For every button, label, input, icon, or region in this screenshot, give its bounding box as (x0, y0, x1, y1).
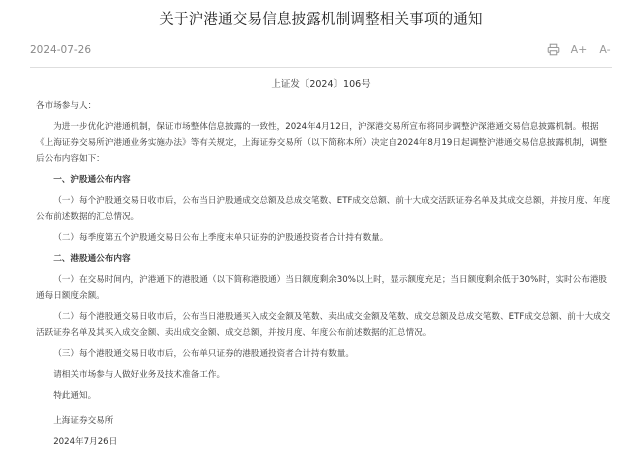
font-increase-button[interactable]: A+ (570, 42, 588, 56)
southbound-item-3: （三）每个港股通交易日收市后，公布单只证券的港股通投资者合计持有数量。 (53, 349, 354, 359)
northbound-item-2: （二）每季度第五个沪股通交易日公布上季度末单只证券的沪股通投资者合计持有数量。 (53, 233, 389, 243)
page-title: 关于沪港通交易信息披露机制调整相关事项的通知 (159, 12, 483, 28)
reading-tools (546, 42, 612, 56)
salutation: 各市场参与人： (36, 101, 97, 111)
section-heading-southbound: 二、港股通公布内容 (53, 254, 131, 264)
signature-org: 上海证券交易所 (53, 416, 114, 426)
printer-icon[interactable] (546, 42, 560, 56)
northbound-item-1: （一）每个沪股通交易日收市后，公布当日沪股通成交总额及总成交笔数、ETF成交总额、前十大成交活跃证券名单及其成交总额，并按月度、年度公布前述数据的汇总情况。 (36, 196, 611, 222)
article-body (36, 98, 612, 450)
southbound-item-2: （二）每个港股通交易日收市后，公布当日港股通买入成交金额及笔数、卖出成交金额及笔数、成交总额及总成交笔数、ETF成交总额、前十大成交活跃证券名单及其买入成交金额、卖出成交金额、成交总额，并按月度、年度公布前述数据的汇总情况。 (36, 312, 611, 338)
southbound-item-1: （一）在交易时间内，沪港通下的港股通（以下简称港股通）当日额度剩余30%以上时，显示额度充足；当日额度剩余低于30%时，实时公布港股通每日额度余额。 (36, 275, 608, 301)
document-number: 上证发〔2024〕106号 (271, 79, 371, 90)
closing-notice: 特此通知。 (53, 391, 97, 401)
publish-date: 2024-07-26 (30, 44, 92, 56)
header-divider (30, 67, 612, 68)
section-heading-northbound: 一、沪股通公布内容 (53, 175, 131, 185)
closing-request: 请相关市场参与人做好业务及技术准备工作。 (53, 370, 226, 380)
font-decrease-button[interactable]: A- (599, 42, 611, 56)
signature-date: 2024年7月26日 (53, 437, 118, 447)
intro-paragraph: 为进一步优化沪港通机制，保证市场整体信息披露的一致性，2024年4月12日，沪深港交易所宣布将同步调整沪深港通交易信息披露机制。根据《上海证券交易所沪港通业务实施办法》等有关规定，上海证券交易所（以下简称本所）决定自2024年8月19日起调整沪港通交易信息披露机制，调整后公布内容如下： (36, 122, 608, 164)
meta-row (30, 42, 612, 62)
